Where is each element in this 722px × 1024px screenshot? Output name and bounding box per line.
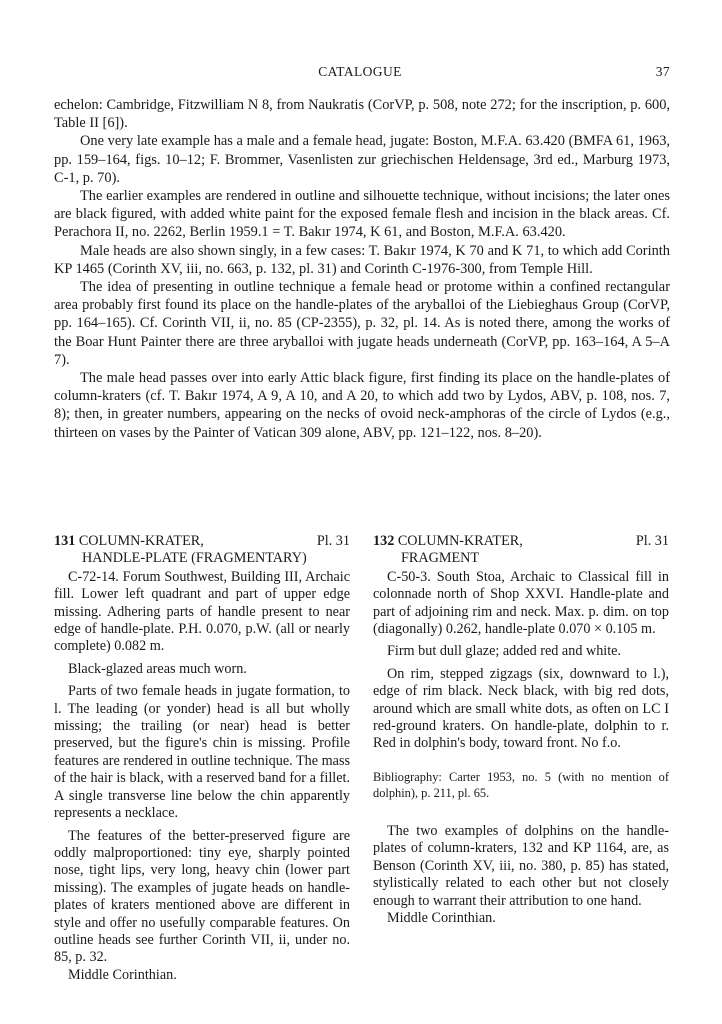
entry-paragraph: C-72-14. Forum Southwest, Building III, Archaic fill. Lower left quadrant and part of upper edge missing. Adhering parts of handle present to near edge of handle-plate. P.H. 0.070, p.W. (all or nearly complete) 0.082 m. [54, 568, 350, 655]
intro-paragraph: The idea of presenting in outline technique a female head or protome within a confined rectangular area probably first found its place on the handle-plates of the aryballoi of the Liebieghaus Group (CorVP, pp. 164–165). Cf. Corinth VII, ii, no. 85 (CP-2355), p. 32, pl. 14. As is noted there, among the works of the Boar Hunt Painter there are three aryballoi with jugate heads underneath (CorVP, pp. 163–164, A 5–A 7). [54, 279, 670, 368]
entry-paragraph: On rim, stepped zigzags (six, downward to l.), edge of rim black. Neck black, with big red dots, around which are small white dots, as often on LC I red-ground kraters. On handle-plate, dolphin to r. Red in dolphin's body, toward front. No f.o. [373, 665, 669, 752]
entry-subtitle: FRAGMENT [401, 550, 480, 567]
entry-number: 132 [373, 533, 395, 549]
intro-paragraph: One very late example has a male and a female head, jugate: Boston, M.F.A. 63.420 (BMFA 61, 1963, pp. 159–164, figs. 10–12; F. Brommer, Vasenlisten zur griechischen Heldensage, 3rd ed., Marburg 1973, C-1, p. 70). [54, 133, 670, 186]
intro-paragraph: The earlier examples are rendered in outline and silhouette technique, without incisions; the later ones are black figured, with added white paint for the exposed female flesh and incision in the black areas. Cf. Perachora II, no. 2262, Berlin 1959.1 = T. Bakır 1974, K 61, and Boston, M.F.A. 63.420. [54, 188, 670, 241]
entry-paragraph: Middle Corinthian. [387, 909, 496, 926]
intro-paragraph: The male head passes over into early Attic black figure, first finding its place on the handle-plates of column-kraters (cf. T. Bakır 1974, A 9, A 10, and A 20, to which add two by Lydos, ABV, p. 108, nos. 7, 8); then, in greater numbers, appearing on the necks of ovoid neck-amphoras of the circle of Lydos (e.g., thirteen on vases by the Painter of Vatican 309 alone, ABV, pp. 121–122, nos. 8–20). [54, 370, 670, 441]
intro-paragraph: echelon: Cambridge, Fitzwilliam N 8, from Naukratis (CorVP, p. 508, note 272; for the inscription, p. 600, Table II [6]). [54, 97, 670, 132]
entry-paragraph: Parts of two female heads in jugate formation, to l. The leading (or yonder) head is all but wholly missing; the trailing (or near) head is better preserved, but the figure's chin is missing. Profile features are rendered in outline technique. The mass of the hair is black, with a reserved band for a fillet. A single transverse line below the chin apparently represents a necklace. [54, 683, 350, 822]
entry-heading [54, 533, 350, 568]
entry-paragraph: The features of the better-preserved figure are oddly malproportioned: tiny eye, sharply pointed nose, tight lips, very long, heavy chin (lower part missing). The examples of jugate heads on handle-plates of kraters mentioned above are different in style and offer no usefully comparable features. On outline heads see further Corinth VII, ii, under no. 85, p. 32. [54, 827, 350, 966]
header-title: CATALOGUE [318, 64, 402, 79]
plate-reference: Pl. 31 [635, 533, 669, 549]
entry-131 [54, 533, 350, 984]
entry-number: 131 [54, 533, 76, 549]
intro-paragraph: Male heads are also shown singly, in a few cases: T. Bakır 1974, K 70 and K 71, to which add Corinth KP 1465 (Corinth XV, iii, no. 663, p. 132, pl. 31) and Corinth C-1976-300, from Temple Hill. [54, 242, 670, 277]
entry-heading [373, 533, 669, 568]
entry-paragraph: Middle Corinthian. [68, 966, 177, 983]
entry-paragraph: C-50-3. South Stoa, Archaic to Classical fill in colonnade north of Shop XXVI. Handle-plate and part of adjoining rim and neck. Max. p. dim. on top (diagonally) 0.262, handle-plate 0.070 × 0.105 m. [373, 568, 669, 638]
entry-subtitle: HANDLE-PLATE (FRAGMENTARY) [82, 550, 307, 567]
entry-title: COLUMN-KRATER, [397, 533, 523, 549]
entry-132 [373, 533, 669, 927]
entry-paragraph: Firm but dull glaze; added red and white. [387, 643, 622, 660]
bibliography: Bibliography: Carter 1953, no. 5 (with no mention of dolphin), p. 211, pl. 65. [373, 769, 669, 800]
entry-title: COLUMN-KRATER, [78, 533, 204, 549]
intro-text [54, 96, 670, 442]
running-header [50, 64, 670, 84]
entry-paragraph: Black-glazed areas much worn. [68, 660, 247, 677]
discussion-paragraph: The two examples of dolphins on the handle-plates of column-kraters, 132 and KP 1164, are, as Benson (Corinth XV, iii, no. 380, p. 85) has stated, stylistically related to each other but not closely enough to warrant their attribution to one hand. [373, 822, 669, 909]
plate-reference: Pl. 31 [316, 533, 350, 549]
page-number: 37 [655, 64, 670, 79]
